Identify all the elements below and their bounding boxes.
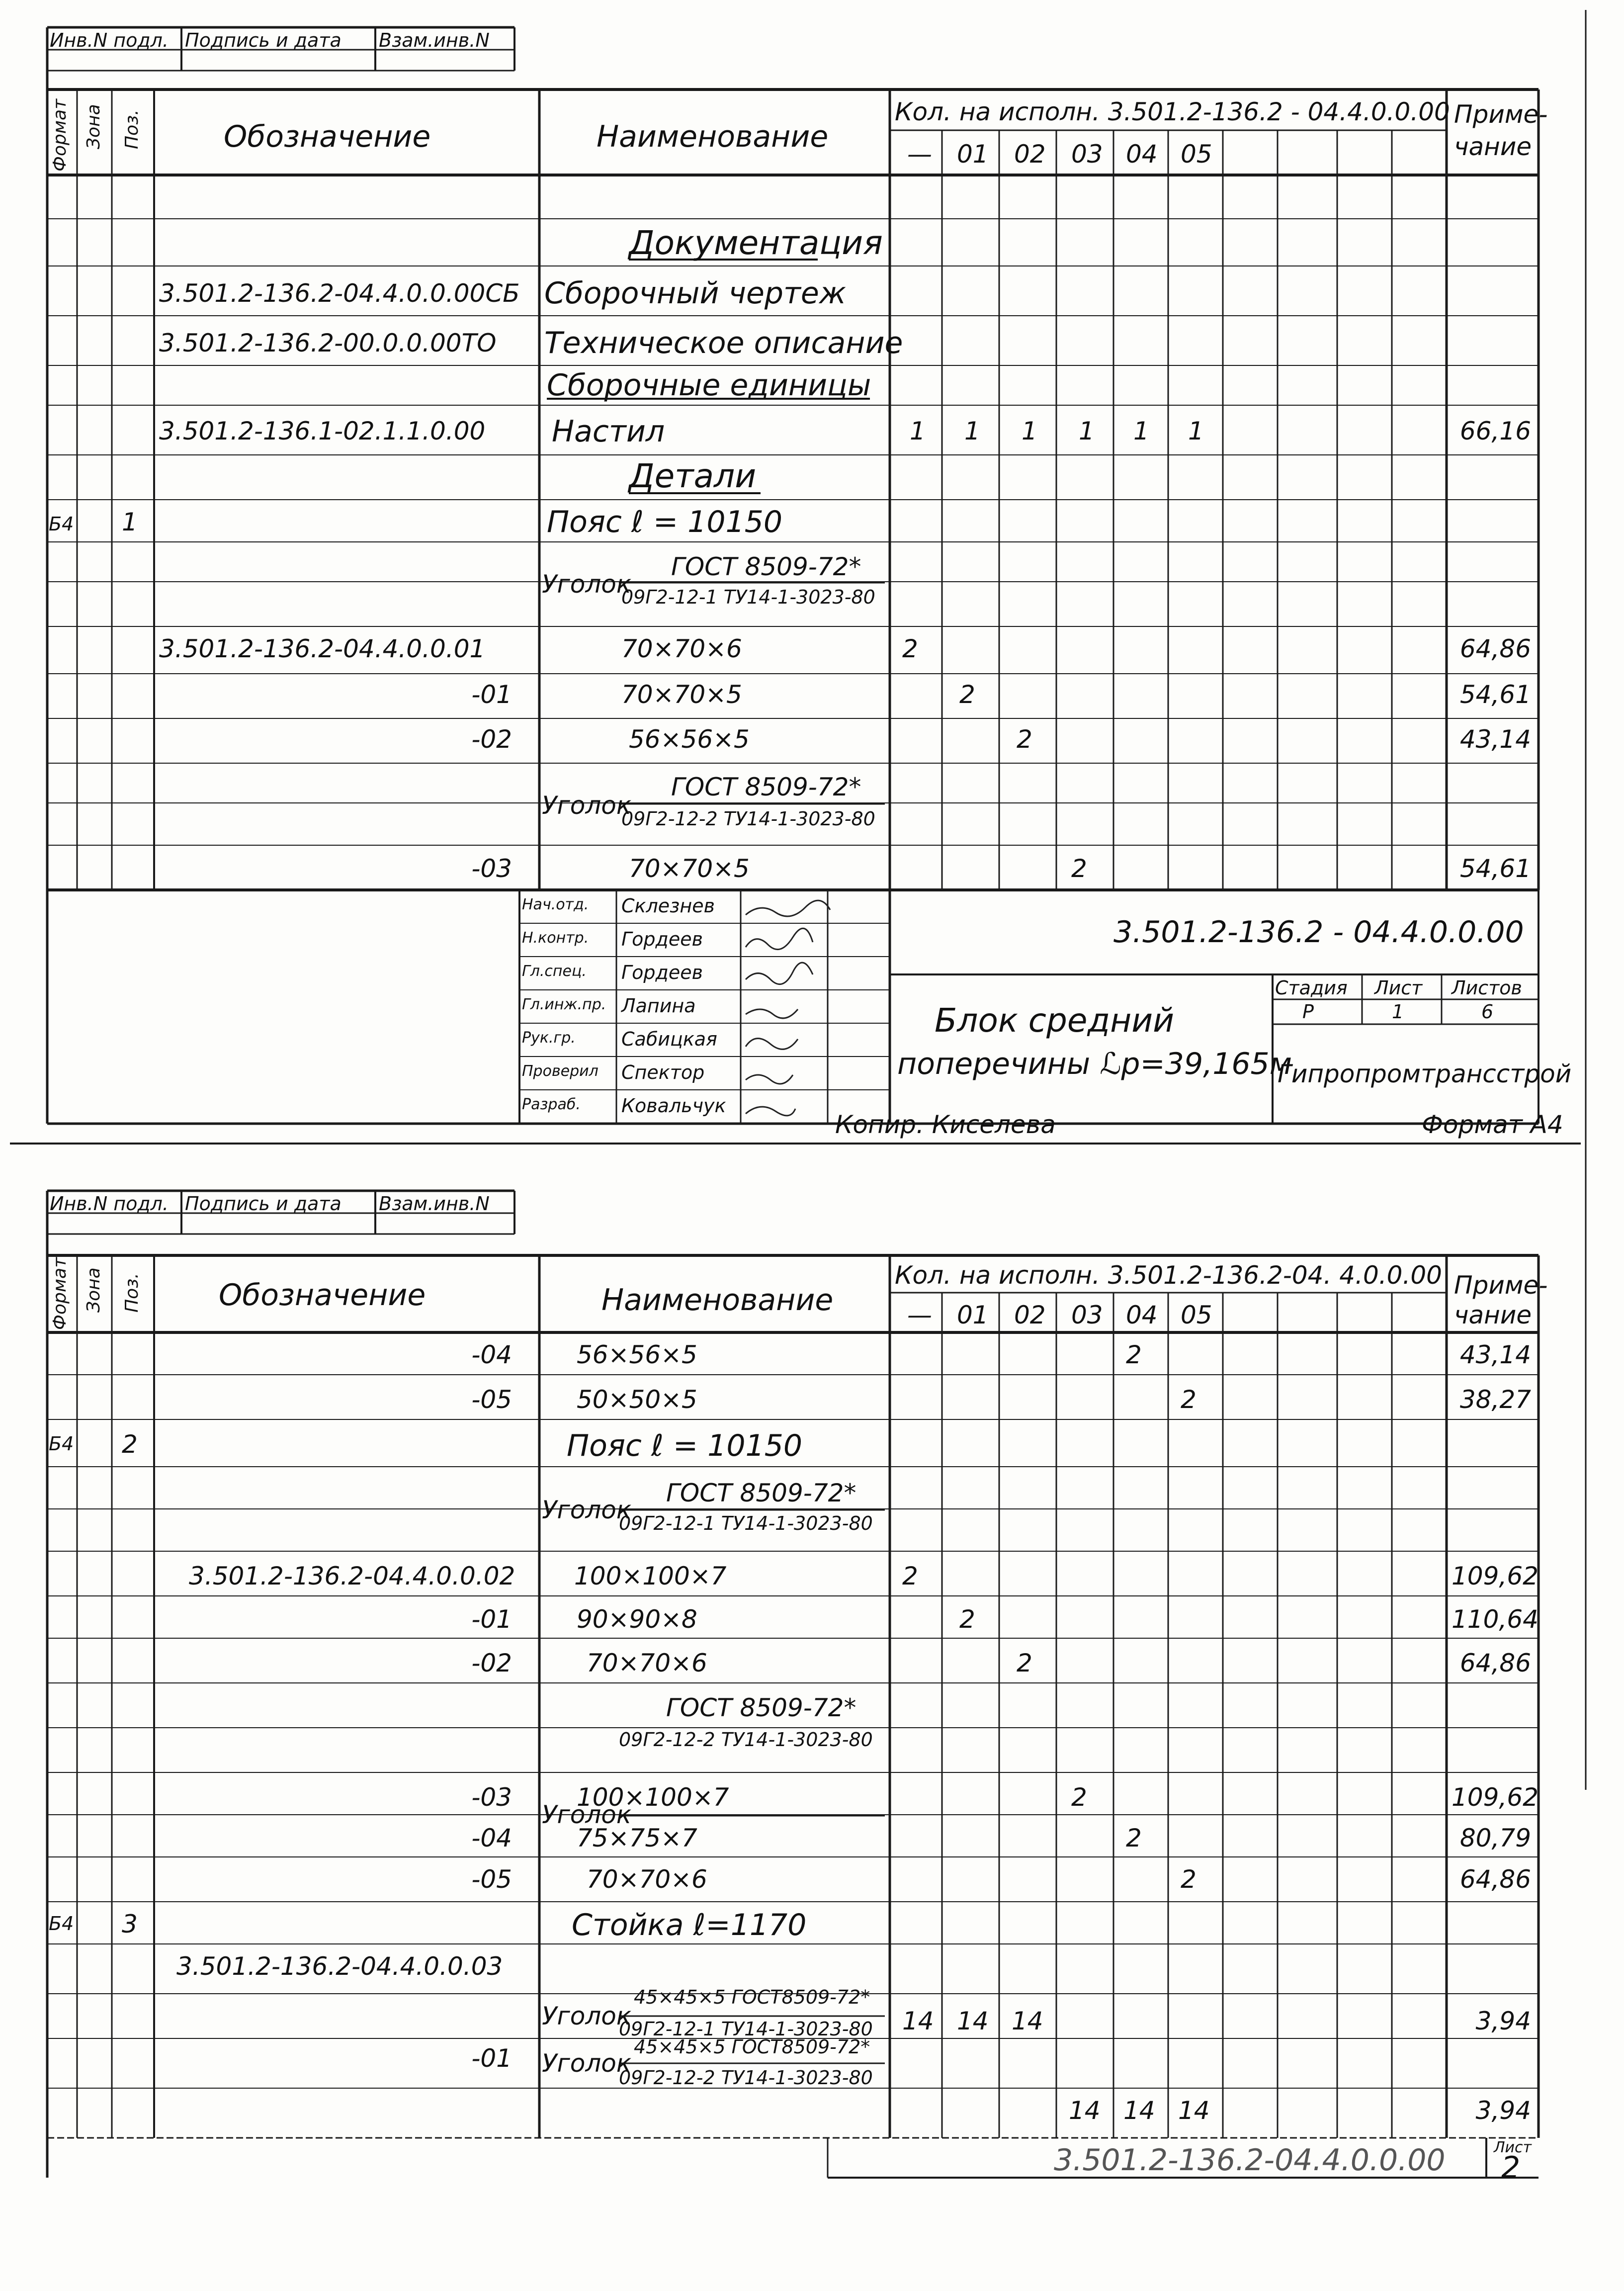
s2-ugolok-1-gost: ГОСТ 8509-72*: [666, 1479, 856, 1507]
ugolok-2-steel: 09Г2-12-2 ТУ14-1-3023-80: [621, 808, 875, 830]
footer-code: 3.501.2-136.2-04.4.0.0.00: [1054, 2143, 1446, 2178]
s2-prim-6: 64,86: [1459, 1649, 1531, 1677]
format-b4-2: Б4: [49, 1433, 74, 1455]
s2-q-9: 2: [1126, 1824, 1142, 1852]
s2-naim-5: 90×90×8: [577, 1605, 697, 1634]
poz-1: 1: [122, 508, 138, 536]
s2-ugolok-3-label: Уголок: [542, 2002, 632, 2030]
s2-prim-9: 80,79: [1459, 1824, 1531, 1852]
vzam-inv-label: Взам.инв.N: [379, 29, 490, 51]
s2-oboz-12: 3.501.2-136.2-04.4.0.0.03: [176, 1952, 503, 1981]
s2-ugolok-4-steel: 09Г2-12-2 ТУ14-1-3023-80: [619, 2067, 873, 2089]
s2-ugolok-2-gost: ГОСТ 8509-72*: [666, 1693, 856, 1722]
s2-prim-1: 38,27: [1459, 1385, 1531, 1414]
q-nastil-0: 1: [910, 417, 926, 445]
s2-prim-12: 3,94: [1475, 2007, 1531, 2035]
s2-naim-0: 56×56×5: [577, 1340, 697, 1369]
s2-naim-4: 100×100×7: [574, 1562, 727, 1590]
exec-04-2: 04: [1126, 1301, 1158, 1329]
stamp-role-4: Рук.гр.: [522, 1029, 576, 1047]
s2-q-13-3: 14: [1069, 2096, 1101, 2125]
prim-det-01-01: 54,61: [1459, 680, 1531, 709]
q-det-01-01: 2: [959, 680, 975, 709]
col-naim-header-2: Наименование: [601, 1283, 834, 1318]
exec-04: 04: [1126, 140, 1158, 169]
s2-oboz-4: 3.501.2-136.2-04.4.0.0.02: [189, 1562, 515, 1590]
s2-q-8: 2: [1071, 1783, 1087, 1812]
s2-ugolok-4-label: Уголок: [542, 2049, 632, 2078]
prim-det-01-02: 43,14: [1459, 725, 1531, 754]
col-format-header: Формат: [50, 98, 70, 172]
section-assembly-units: Сборочные единицы: [547, 368, 871, 403]
col-zona-header-2: Зона: [84, 1267, 104, 1313]
s2-oboz-13: -01: [471, 2044, 512, 2073]
stamp-sheets: 6: [1481, 1001, 1494, 1023]
s2-q-6: 2: [1017, 1649, 1032, 1677]
naim-det-01-02: 56×56×5: [629, 725, 750, 754]
prim-det-01-03: 54,61: [1459, 854, 1531, 883]
exec-01: 01: [957, 140, 989, 169]
naim-nastil: Настил: [552, 414, 665, 449]
exec-05: 05: [1181, 140, 1212, 169]
s2-q-10: 2: [1181, 1865, 1197, 1894]
signature-date-label: Подпись и дата: [185, 29, 342, 51]
naim-det-01: 70×70×6: [621, 634, 742, 663]
stamp-role-2: Гл.спец.: [522, 963, 587, 980]
s2-ugolok-2-label: Уголок: [542, 1800, 632, 1829]
col-format-header-2: Формат: [50, 1257, 70, 1330]
q-nastil-2: 1: [1022, 417, 1037, 445]
s2-q-12-0: 14: [902, 2007, 934, 2035]
s2-q-0: 2: [1126, 1340, 1142, 1369]
section-details: Детали: [629, 457, 757, 495]
s2-ugolok-1-label: Уголок: [542, 1496, 632, 1524]
exec-01-2: 01: [957, 1301, 989, 1329]
col-naim-header: Наименование: [597, 119, 829, 154]
ugolok-1-gost: ГОСТ 8509-72*: [671, 552, 861, 581]
s2-naim-poyas-2: Пояс ℓ = 10150: [567, 1428, 803, 1463]
s2-q-5: 2: [959, 1605, 975, 1634]
prim-det-01: 64,86: [1459, 634, 1531, 663]
prim-nastil: 66,16: [1459, 417, 1531, 445]
stamp-sheet: 1: [1392, 1001, 1404, 1023]
s2-q-13-4: 14: [1123, 2096, 1155, 2125]
s2-ugolok-1-steel: 09Г2-12-1 ТУ14-1-3023-80: [619, 1512, 873, 1534]
col-prim-header-3: Приме-: [1454, 1271, 1548, 1300]
s2-q-12-2: 14: [1012, 2007, 1043, 2035]
stamp-sheets-header: Листов: [1452, 977, 1522, 999]
s2-oboz-9: -04: [471, 1824, 512, 1852]
exec-dash-2: —: [907, 1301, 932, 1329]
oboz-sb: 3.501.2-136.2-04.4.0.0.00СБ: [159, 279, 520, 308]
ugolok-2-gost: ГОСТ 8509-72*: [671, 773, 861, 801]
naim-to: Техническое описание: [544, 326, 903, 360]
s2-oboz-0: -04: [471, 1340, 512, 1369]
stamp-name-0: Склезнев: [621, 895, 715, 917]
stamp-role-0: Нач.отд.: [522, 896, 589, 913]
s2-naim-10: 70×70×6: [587, 1865, 707, 1894]
s2-naim-9: 75×75×7: [577, 1824, 697, 1852]
poz-3: 3: [122, 1910, 138, 1939]
oboz-det-01-03: -03: [471, 854, 512, 883]
stamp-name-6: Ковальчук: [621, 1095, 726, 1117]
naim-det-01-01: 70×70×5: [621, 680, 742, 709]
oboz-det-01-01: -01: [471, 680, 512, 709]
s2-q-12-1: 14: [957, 2007, 989, 2035]
section-documentation: Документация: [629, 224, 883, 262]
q-nastil-3: 1: [1079, 417, 1095, 445]
stamp-name-4: Сабицкая: [621, 1028, 717, 1050]
signature-date-label-2: Подпись и дата: [185, 1193, 342, 1215]
s2-prim-13: 3,94: [1475, 2096, 1531, 2125]
s2-oboz-5: -01: [471, 1605, 512, 1634]
q-nastil-5: 1: [1188, 417, 1204, 445]
stamp-name-3: Лапина: [621, 995, 696, 1017]
s2-oboz-10: -05: [471, 1865, 512, 1894]
s2-prim-0: 43,14: [1459, 1340, 1531, 1369]
col-prim-header: Приме-: [1454, 100, 1548, 129]
format-b4-1: Б4: [49, 513, 74, 535]
col-oboz-header: Обозначение: [224, 119, 431, 154]
oboz-to: 3.501.2-136.2-00.0.0.00ТО: [159, 329, 497, 357]
exec-05-2: 05: [1181, 1301, 1212, 1329]
exec-dash: —: [907, 140, 932, 169]
footer-sheet-number: 2: [1501, 2150, 1521, 2185]
col-kol-header: Кол. на исполн. 3.501.2-136.2 - 04.4.0.0.00: [895, 97, 1450, 126]
stamp-stage: Р: [1302, 1001, 1314, 1023]
s2-prim-8: 109,62: [1452, 1783, 1539, 1812]
s2-ugolok-3-gost: 45×45×5 ГОСТ8509-72*: [634, 1986, 870, 2008]
q-det-01: 2: [902, 634, 918, 663]
stamp-title-1: Блок средний: [935, 1001, 1175, 1040]
naim-sb: Сборочный чертеж: [544, 276, 846, 311]
exec-02: 02: [1014, 140, 1046, 169]
col-oboz-header-2: Обозначение: [219, 1278, 426, 1313]
stamp-code: 3.501.2-136.2 - 04.4.0.0.00: [1113, 915, 1524, 950]
s2-ugolok-4-gost: 45×45×5 ГОСТ8509-72*: [634, 2036, 870, 2058]
stamp-name-2: Гордеев: [621, 962, 703, 983]
s2-q-4: 2: [902, 1562, 918, 1590]
naim-det-01-03: 70×70×5: [629, 854, 750, 883]
q-det-01-02: 2: [1017, 725, 1032, 754]
exec-03-2: 03: [1071, 1301, 1103, 1329]
format-a4: Формат А4: [1422, 1110, 1563, 1139]
s2-naim-6: 70×70×6: [587, 1649, 707, 1677]
stamp-name-1: Гордеев: [621, 928, 703, 950]
s2-prim-5: 110,64: [1452, 1605, 1539, 1634]
s2-oboz-6: -02: [471, 1649, 512, 1677]
stamp-org: Гипропромтрансстрой: [1278, 1059, 1572, 1088]
stamp-role-5: Проверил: [522, 1062, 598, 1080]
s2-oboz-1: -05: [471, 1385, 512, 1414]
s2-oboz-8: -03: [471, 1783, 512, 1812]
col-kol-header-2: Кол. на исполн. 3.501.2-136.2-04. 4.0.0.00: [895, 1261, 1442, 1290]
q-nastil-4: 1: [1133, 417, 1149, 445]
q-nastil-1: 1: [964, 417, 980, 445]
s2-naim-stoika: Стойка ℓ=1170: [572, 1908, 807, 1942]
stamp-role-3: Гл.инж.пр.: [522, 996, 606, 1013]
s2-prim-10: 64,86: [1459, 1865, 1531, 1894]
ugolok-1-steel: 09Г2-12-1 ТУ14-1-3023-80: [621, 586, 875, 608]
col-prim-header-4: чание: [1454, 1301, 1532, 1329]
exec-02-2: 02: [1014, 1301, 1046, 1329]
s2-q-13-5: 14: [1178, 2096, 1210, 2125]
stamp-stage-header: Стадия: [1275, 977, 1348, 999]
naim-poyas-1: Пояс ℓ = 10150: [547, 505, 783, 539]
exec-03: 03: [1071, 140, 1103, 169]
s2-prim-4: 109,62: [1452, 1562, 1539, 1590]
col-poz-header: Поз.: [122, 109, 142, 149]
signature-scribbles: [746, 900, 830, 1116]
copied-by: Копир. Киселева: [835, 1110, 1056, 1139]
s2-naim-8: 100×100×7: [577, 1783, 729, 1812]
footer-sheet-label: Лист: [1494, 2139, 1532, 2156]
inv-podl-label-2: Инв.N подл.: [50, 1193, 169, 1215]
ugolok-1-label: Уголок: [542, 570, 632, 599]
col-prim-header-2: чание: [1454, 132, 1532, 161]
oboz-nastil: 3.501.2-136.1-02.1.1.0.00: [159, 417, 486, 445]
ugolok-2-label: Уголок: [542, 791, 632, 820]
stamp-title-2: поперечины ℒр=39,165м: [897, 1047, 1292, 1081]
s2-naim-1: 50×50×5: [577, 1385, 697, 1414]
oboz-det-01-02: -02: [471, 725, 512, 754]
s2-ugolok-3-steel: 09Г2-12-1 ТУ14-1-3023-80: [619, 2018, 873, 2040]
format-b4-3: Б4: [49, 1913, 74, 1935]
stamp-name-5: Спектор: [621, 1061, 705, 1083]
s2-ugolok-2-steel: 09Г2-12-2 ТУ14-1-3023-80: [619, 1729, 873, 1751]
vzam-inv-label-2: Взам.инв.N: [379, 1193, 490, 1215]
inv-podl-label: Инв.N подл.: [50, 29, 169, 51]
stamp-role-1: Н.контр.: [522, 929, 589, 947]
q-det-01-03: 2: [1071, 854, 1087, 883]
oboz-det-01: 3.501.2-136.2-04.4.0.0.01: [159, 634, 486, 663]
stamp-sheet-header: Лист: [1374, 977, 1423, 999]
stamp-role-6: Разраб.: [522, 1096, 581, 1113]
s2-q-1: 2: [1181, 1385, 1197, 1414]
col-zona-header: Зона: [84, 104, 104, 149]
poz-2: 2: [122, 1430, 138, 1459]
col-poz-header-2: Поз.: [122, 1273, 142, 1313]
